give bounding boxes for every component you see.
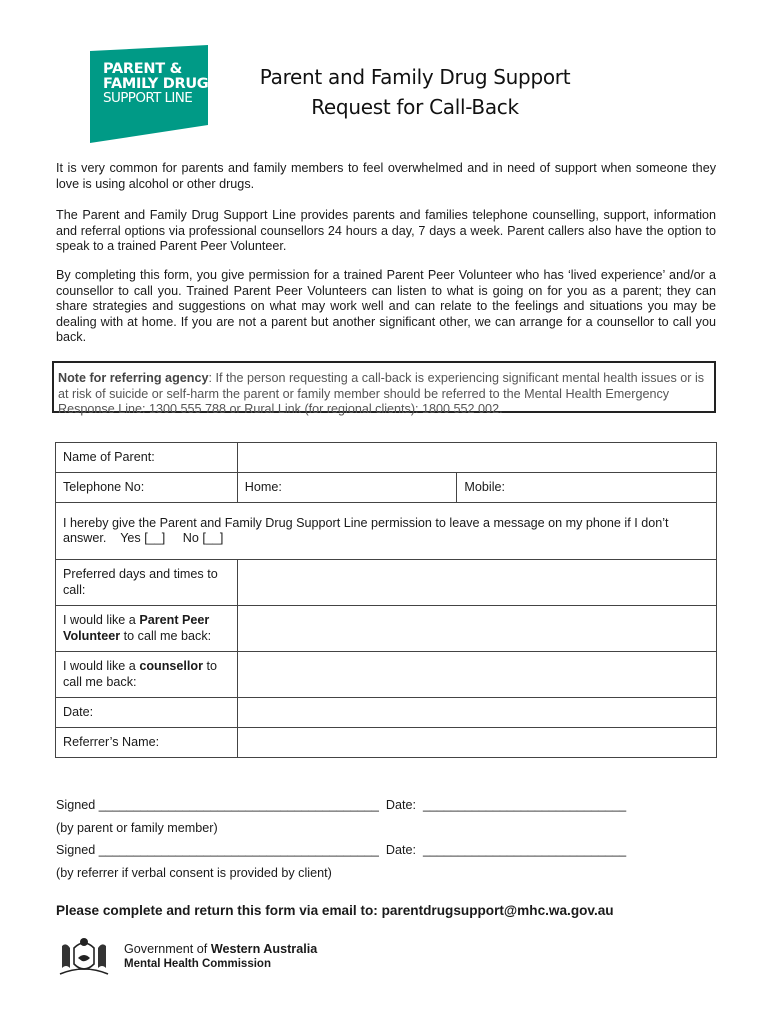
name-of-parent-label: Name of Parent: <box>56 443 238 473</box>
referring-agency-note <box>52 361 716 416</box>
logo-line-3: SUPPORT LINE <box>103 90 193 106</box>
logo-line-1: PARENT & <box>103 61 182 77</box>
intro-paragraph-2: The Parent and Family Drug Support Line provides parents and families telephone counselling, support, information and referral options via professional counsellors 24 hours a day, 7 days a week. Parent callers also have the option to speak to a trained Parent Peer Volunteer. <box>56 208 716 253</box>
counsellor-label: I would like a counsellor to call me back: <box>56 652 238 698</box>
intro-paragraph-3: By completing this form, you give permission for a trained Parent Peer Volunteer who has ‘lived experience’ and/or a counsellor to call you. Trained Parent Peer Volunteers can listen to what is going on for you as a parent; they can share strategies and suggestions on what may work well and can relate to the feelings and situations you may be dealing with at home. If you are not a parent but another significant other, we can arrange for a counsellor to call you back. <box>56 268 716 344</box>
government-branding <box>124 942 317 972</box>
parent-signature-line[interactable]: Signed ________________________________________ Date: _____________________________ <box>56 798 627 812</box>
parent-signature-caption: (by parent or family member) <box>56 821 218 835</box>
peer-volunteer-label: I would like a Parent Peer Volunteer to call me back: <box>56 606 238 652</box>
home-label: Home: <box>244 479 282 494</box>
mobile-label: Mobile: <box>464 479 506 494</box>
date-label: Date: <box>56 698 238 728</box>
preferred-times-field[interactable] <box>237 560 716 606</box>
name-of-parent-field[interactable] <box>237 443 716 473</box>
telephone-label: Telephone No: <box>56 473 238 503</box>
permission-yes-checkbox[interactable]: Yes [__] <box>120 531 166 545</box>
message-permission-cell <box>56 503 717 560</box>
title-line-1: Parent and Family Drug Support <box>259 65 571 89</box>
logo-line-2: FAMILY DRUG <box>103 75 209 92</box>
wa-government-crest-icon <box>56 934 112 980</box>
referrer-name-field[interactable] <box>237 728 716 758</box>
intro-paragraph-1: It is very common for parents and family members to feel overwhelmed and in need of support when someone they love is using alcohol or other drugs. <box>56 161 716 191</box>
government-of-wa: Government of Western Australia <box>124 942 318 956</box>
permission-no-checkbox[interactable]: No [__] <box>182 531 224 545</box>
peer-volunteer-field[interactable] <box>237 606 716 652</box>
mental-health-commission: Mental Health Commission <box>124 958 271 970</box>
counsellor-field[interactable] <box>237 652 716 698</box>
note-label: Note for referring agency <box>58 371 209 385</box>
title-line-2: Request for Call-Back <box>311 95 519 119</box>
referrer-name-label: Referrer’s Name: <box>56 728 238 758</box>
mobile-phone-field[interactable] <box>457 473 717 503</box>
permission-text: I hereby give the Parent and Family Drug Support Line permission to leave a message on my phone if I don’t answer. <box>63 515 669 545</box>
logo-text <box>103 62 208 106</box>
page-title <box>230 62 600 122</box>
call-back-form <box>55 442 717 758</box>
return-email-instruction: Please complete and return this form via email to: parentdrugsupport@mhc.wa.gov.au <box>56 903 614 918</box>
referrer-signature-caption: (by referrer if verbal consent is provided by client) <box>56 866 332 880</box>
referrer-signature-line[interactable]: Signed ________________________________________ Date: _____________________________ <box>56 843 627 857</box>
preferred-times-label: Preferred days and times to call: <box>56 560 238 606</box>
home-phone-field[interactable] <box>237 473 457 503</box>
note-text: : If the person requesting a call-back is experiencing significant mental health issues or is at risk of suicide or self-harm the parent or family member should be referred to the Mental Health Emergency Response Line: 1300 555 788 or Rural Link (for regional clients): 1800 552 002. <box>58 371 705 416</box>
date-field[interactable] <box>237 698 716 728</box>
